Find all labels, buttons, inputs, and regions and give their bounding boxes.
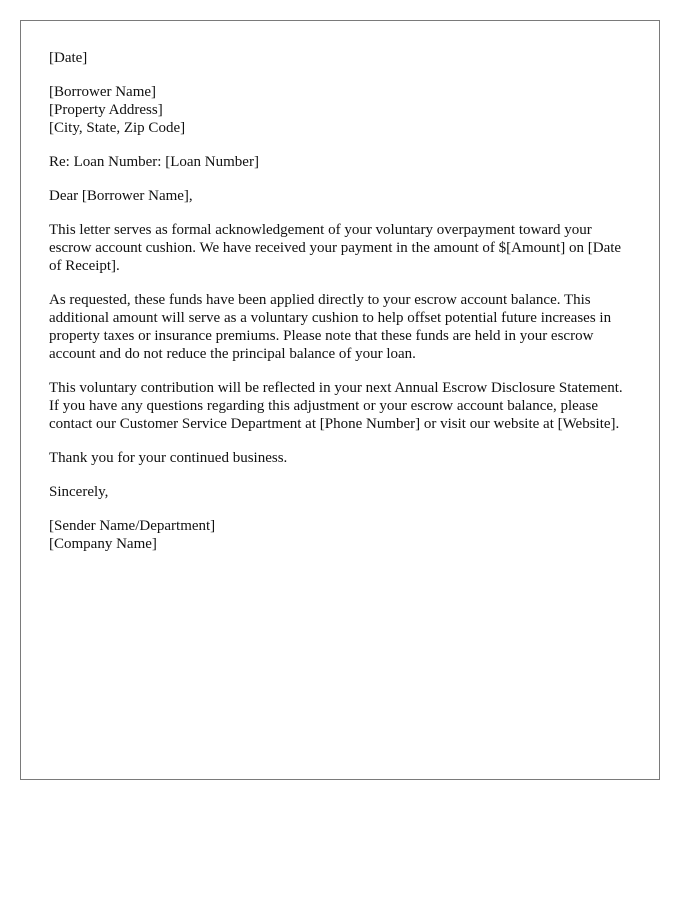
loan-reference-line: Re: Loan Number: [Loan Number]: [49, 154, 259, 170]
signature-company: [Company Name]: [49, 536, 157, 552]
letter-page: [20, 20, 660, 780]
signature-block: [49, 517, 631, 553]
recipient-city-state-zip: [City, State, Zip Code]: [49, 120, 186, 136]
salutation: Dear [Borrower Name],: [49, 188, 193, 204]
closing: Sincerely,: [49, 484, 109, 500]
letter-date: [Date]: [49, 50, 88, 66]
recipient-name: [Borrower Name]: [49, 84, 157, 100]
body-paragraph-disclosure: This voluntary contribution will be reflected in your next Annual Escrow Disclosure Statement. If you have any questions regarding this adjustment or your escrow account balance, please contact our Customer Service Department at [Phone Number] or visit our website at [Website].: [49, 380, 623, 432]
body-paragraph-thanks: Thank you for your continued business.: [49, 450, 288, 466]
body-paragraph-acknowledgement: This letter serves as formal acknowledgement of your voluntary overpayment toward your escrow account cushion. We have received your payment in the amount of $[Amount] on [Date of Receipt].: [49, 222, 622, 274]
body-paragraph-application: As requested, these funds have been applied directly to your escrow account balance. This additional amount will serve as a voluntary cushion to help offset potential future increases in property taxes or insurance premiums. Please note that these funds are held in your escrow account and do not reduce the principal balance of your loan.: [49, 292, 612, 362]
recipient-property-address: [Property Address]: [49, 102, 163, 118]
recipient-address-block: [49, 83, 631, 137]
signature-sender: [Sender Name/Department]: [49, 518, 216, 534]
